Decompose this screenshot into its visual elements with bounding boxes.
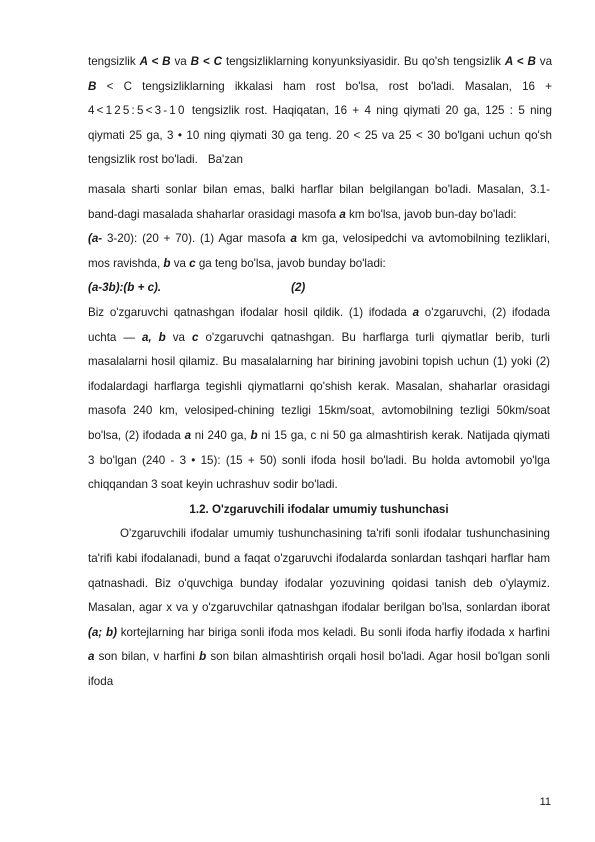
math-expression: (a; b): [88, 625, 117, 639]
math-variable: a: [88, 650, 95, 664]
math-variable: B: [88, 79, 97, 93]
paragraph-letters: [88, 178, 550, 227]
section-heading: 1.2. O'zgaruvchili ifodalar umumiy tushunchasi: [189, 502, 449, 516]
paragraph-definition: [88, 522, 550, 694]
math-variable: b: [199, 650, 207, 664]
math-variable: a: [412, 305, 420, 319]
text-run: va: [165, 330, 193, 344]
text-run: va: [170, 256, 190, 270]
math-expression: B < C: [190, 55, 223, 68]
text-run: son bilan almashtirish orqali hosil bo'ladi. Agar hosil bo'lgan sonli ifoda: [88, 650, 550, 688]
formula-line: [88, 276, 550, 301]
paragraph-variables: [88, 301, 550, 498]
formula: (a-3b):(b + c).: [88, 281, 162, 295]
text-run: < C tengsizliklarning ikkalasi ham rost bo'lsa, rost bo'ladi. Masalan, 16 +: [96, 79, 552, 93]
paragraph-inequality: [88, 50, 552, 173]
text-run: tengsizlik: [88, 55, 140, 68]
text-run: va: [535, 55, 553, 68]
math-variable: a, b: [141, 330, 166, 344]
math-expression: (a-: [88, 232, 103, 246]
math-variable: a: [184, 428, 192, 442]
text-run: son bilan, v harfini: [94, 650, 200, 664]
math-variable: a: [339, 207, 346, 221]
text-run: O'zgaruvchili ifodalar umumiy tushunchasining ta'rifi sonli ifodalar tushunchasining ta'rifi kabi ifodalanadi, bund a faqat o'zgaruvchi ifodalarda sonlardan tashqari harflar ham qatnashadi. Biz o'quvchiga bunday ifodalar yozuvining qoidasi tanish deb o'ylaymiz. Masalan, agar x va y o'zgaruvchilar qatnashgan ifodalar berilgan bo'lsa, sonlardan iborat: [88, 527, 550, 615]
text-run: tengsizlik rost. Haqiqatan, 16 + 4 ning qiymati 20 ga, 125 : 5 ning qiymati 25 ga, 3 • 10 ning qiymati 30 ga teng. 20 < 25 va 25 < 30 bo'lgani uchun qo'sh tengsizlik rost bo'ladi.: [88, 104, 552, 167]
text-run: masala sharti sonlar bilan emas, balki harflar bilan belgilangan bo'ladi. Masalan, 3.1-band-dagi masalada shaharlar orasidagi masofa: [88, 183, 550, 221]
math-variable: b: [163, 256, 171, 270]
text-run: Biz o'zgaruvchi qatnashgan ifodalar hosil qildik. (1) ifodada: [88, 305, 413, 319]
math-expression: A < B: [504, 55, 536, 68]
text-run: ni 240 ga,: [191, 428, 251, 442]
text-run: ni 15 ga, c ni 50 ga almashtirish kerak. Natijada qiymati 3 bo'lgan (240 - 3 • 15): (15 + 50) sonli ifoda hosil bo'ladi. Bu holda avtomobil yo'lga chiqqandan 3 soat keyin uchrashuv sodir bo'ladi.: [88, 428, 550, 492]
page-number: 11: [539, 796, 551, 808]
math-variable: b: [250, 428, 258, 442]
math-variable: c: [189, 256, 196, 270]
text-run: ga teng bo'lsa, javob bunday bo'ladi:: [195, 256, 386, 270]
math-variable: c: [192, 330, 199, 344]
text-run: Ba'zan: [207, 153, 243, 167]
main-text: [88, 178, 550, 694]
math-variable: a: [290, 232, 297, 246]
text-run: tengsizliklarning konyunksiyasidir. Bu qo'sh tengsizlik: [222, 55, 505, 68]
text-run: va: [170, 55, 191, 68]
text-run: kortejlarning har biriga sonli ifoda mos keladi. Bu sonli ifoda harfiy ifodada x harfini: [116, 625, 550, 639]
text-run: km ga, velosipedchi va avtomobilning tezliklari, mos ravishda,: [88, 232, 550, 270]
paragraph-formula-1: [88, 227, 550, 276]
text-run: km bo'lsa, javob bun-day bo'ladi:: [345, 207, 517, 221]
text-run: o'zgaruvchi, (2) ifodada uchta —: [88, 305, 550, 344]
formula-number: (2): [291, 281, 306, 295]
text-run: o'zgaruvchi qatnashgan. Bu harflarga turli qiymatlar berib, turli masalalarni hosil qilamiz. Bu masalalarning har birining javobini topish uchun (1) yoki (2) ifodalardagi harflarga tegishli qiymatlarni qo'shish kerak. Masalan, shaharlar orasidagi masofa 240 km, velosiped-chining tezligi 15km/soat, avtomobilning tezligi 50km/soat bo'lsa, (2) ifodada: [88, 330, 550, 442]
text-run: 3-20): (20 + 70). (1) Agar masofa: [102, 232, 291, 246]
math-expression: A < B: [139, 55, 171, 68]
math-expression: 4<125:5<3-10: [88, 104, 187, 118]
